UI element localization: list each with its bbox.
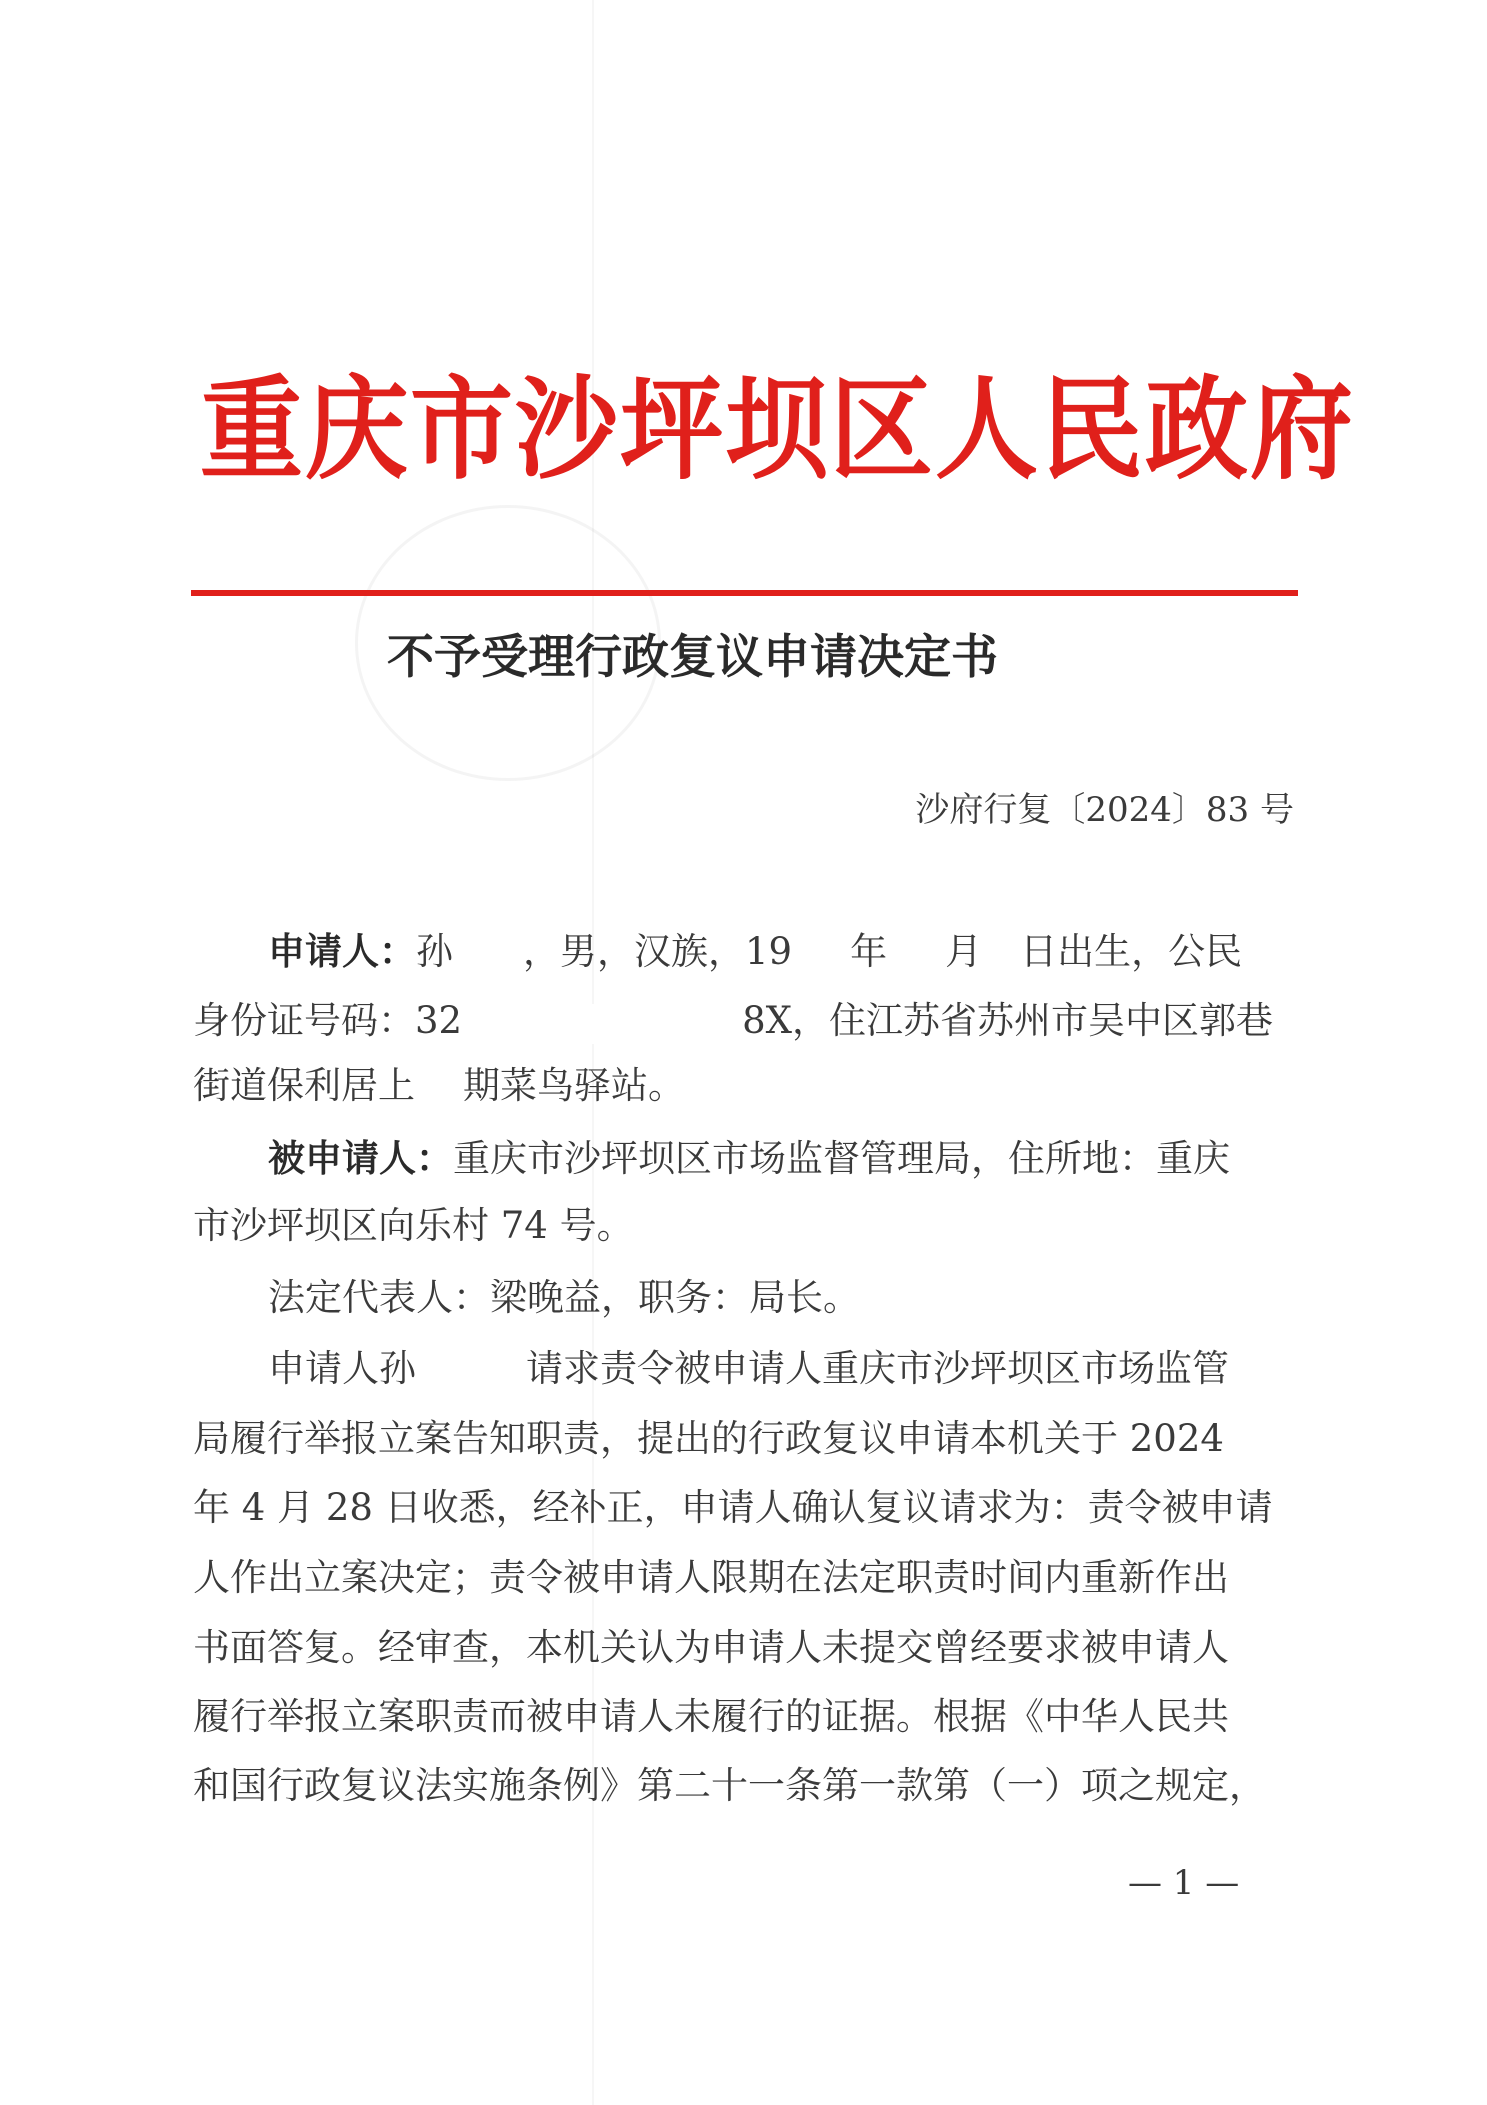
redaction-block [416,1352,526,1392]
document-number: 沙府行复〔2024〕83 号 [915,790,1294,830]
paragraph-line-7: 和国行政复议法实施条例》第二十一条第一款第（一）项之规定， [193,1764,1266,1807]
applicant-line-3: 街道保利居上 期菜鸟驿站。 [193,1064,685,1107]
applicant-line-1: 申请人：孙 ，男，汉族，19 年 月 日出生，公民 [268,929,1243,973]
show-through-text [300,270,325,305]
paragraph-line-4: 人作出立案决定；责令被申请人限期在法定职责时间内重新作出 [193,1556,1229,1599]
issuing-authority-title: 重庆市沙坪坝区人民政府 [200,364,1355,495]
redaction-block [462,1004,742,1044]
redaction-block [453,935,523,975]
redaction-block [792,935,850,975]
paragraph-line-6: 履行举报立案职责而被申请人未履行的证据。根据《中华人民共 [193,1695,1229,1738]
redaction-block [415,1069,463,1109]
legal-representative: 法定代表人：梁晚益，职务：局长。 [268,1276,860,1319]
redaction-block [982,935,1020,975]
respondent-label: 被申请人： [268,1136,453,1180]
paragraph-line-5: 书面答复。经审查，本机关认为申请人未提交曾经要求被申请人 [193,1626,1229,1669]
paragraph-line-3: 年 4 月 28 日收悉，经补正，申请人确认复议请求为：责令被申请 [193,1486,1273,1529]
applicant-line-2: 身份证号码：32 8X，住江苏省苏州市吴中区郭巷 [193,999,1273,1042]
paragraph-line-2: 局履行举报立案告知职责，提出的行政复议申请本机关于 2024 [193,1417,1224,1460]
redaction-block [887,935,945,975]
respondent-line-1: 被申请人：重庆市沙坪坝区市场监督管理局，住所地：重庆 [268,1136,1230,1180]
page-number: — 1 — [1128,1863,1240,1903]
respondent-line-2: 市沙坪坝区向乐村 74 号。 [193,1204,634,1247]
applicant-label: 申请人： [268,929,416,973]
document-title: 不予受理行政复议申请决定书 [387,630,998,685]
paragraph-line-1: 申请人孙 请求责令被申请人重庆市沙坪坝区市场监管 [268,1347,1229,1390]
red-separator-line [191,590,1298,596]
